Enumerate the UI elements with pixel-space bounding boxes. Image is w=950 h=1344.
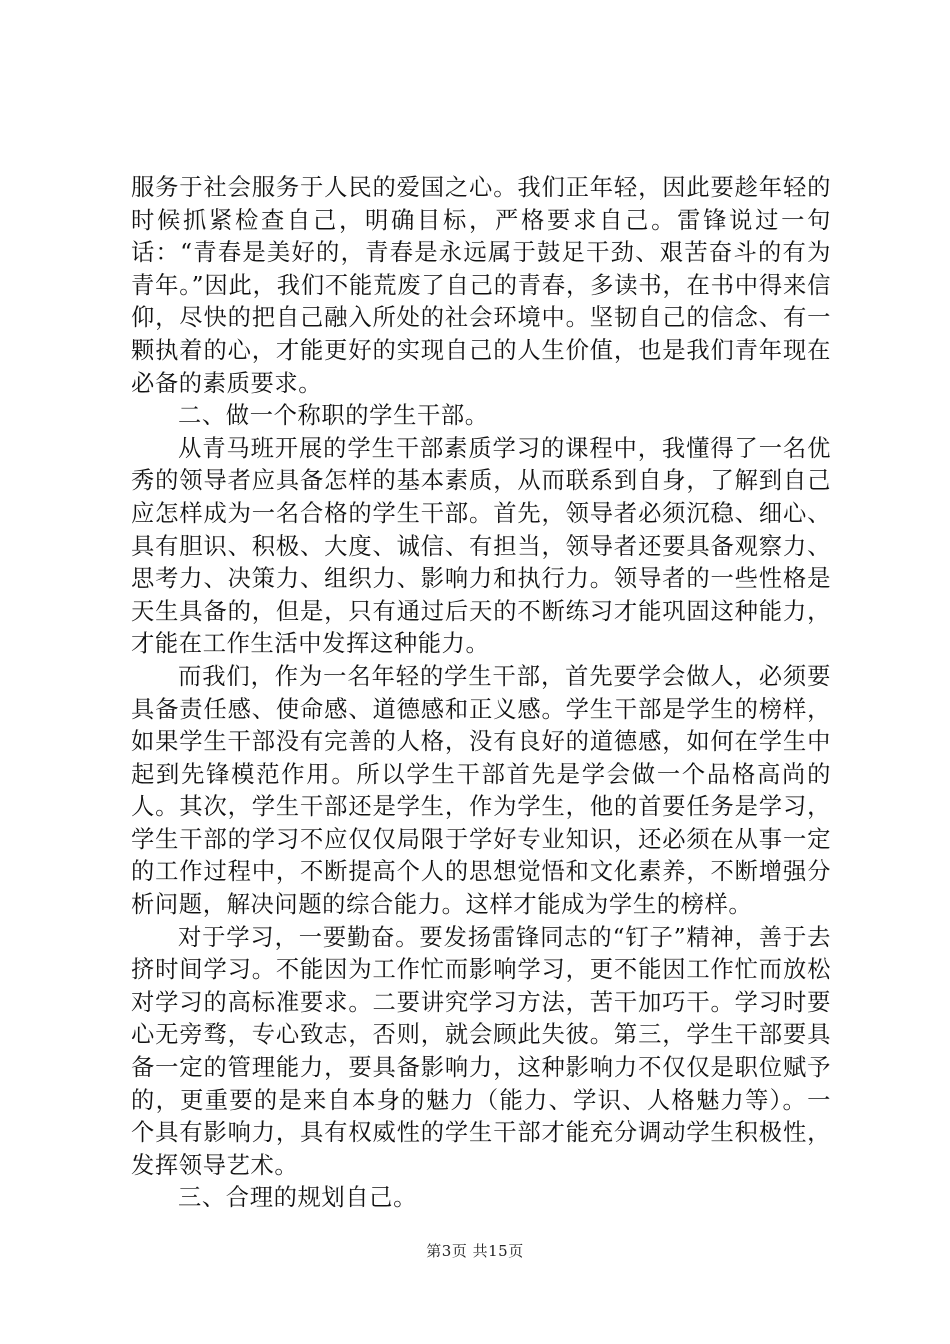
page-footer xyxy=(0,1240,950,1261)
paragraph-leadership-qualities: 从青马班开展的学生干部素质学习的课程中，我懂得了一名优秀的领导者应具备怎样的基本素质，从而联系到自身，了解到自己应怎样成为一名合格的学生干部。首先，领导者必须沉稳、细心、具有胆识、积极、大度、诚信、有担当，领导者还要具备观察力、思考力、决策力、组织力、影响力和执行力。领导者的一些性格是天生具备的，但是，只有通过后天的不断练习才能巩固这种能力，才能在工作生活中发挥这种能力。 xyxy=(131,434,831,658)
section-heading-2: 二、做一个称职的学生干部。 xyxy=(178,402,489,430)
paragraph-study-approach: 对于学习，一要勤奋。要发扬雷锋同志的“钉子”精神，善于去挤时间学习。不能因为工作忙而影响学习，更不能因工作忙而放松对学习的高标准要求。二要讲究学习方法，苦干加巧干。学习时要心无旁骛，专心致志，否则，就会顾此失彼。第三，学生干部要具备一定的管理能力，要具备影响力，这种影响力不仅仅是职位赋予的，更重要的是来自本身的魅力（能力、学识、人格魅力等）。一个具有影响力，具有权威性的学生干部才能充分调动学生积极性，发挥领导艺术。 xyxy=(131,923,831,1179)
paragraph-intro-continuation: 服务于社会服务于人民的爱国之心。我们正年轻，因此要趁年轻的时候抓紧检查自己，明确目标，严格要求自己。雷锋说过一句话：“青春是美好的，青春是永远属于鼓足干劲、艰苦奋斗的有为青年。”因此，我们不能荒废了自己的青春，多读书，在书中得来信仰，尽快的把自己融入所处的社会环境中。坚韧自己的信念、有一颗执着的心，才能更好的实现自己的人生价值，也是我们青年现在必备的素质要求。 xyxy=(131,174,831,397)
section-heading-3: 三、合理的规划自己。 xyxy=(178,1184,417,1212)
document-body xyxy=(131,172,831,1215)
page-number: 第3页 共15页 xyxy=(426,1242,524,1260)
paragraph-student-cadre-role: 而我们，作为一名年轻的学生干部，首先要学会做人，必须要具备责任感、使命感、道德感和正义感。学生干部是学生的榜样，如果学生干部没有完善的人格，没有良好的道德感，如何在学生中起到先锋模范作用。所以学生干部首先是学会做一个品格高尚的人。其次，学生干部还是学生，作为学生，他的首要任务是学习，学生干部的学习不应仅仅局限于学好专业知识，还必须在从事一定的工作过程中，不断提高个人的思想觉悟和文化素养，不断增强分析问题，解决问题的综合能力。这样才能成为学生的榜样。 xyxy=(131,662,831,919)
